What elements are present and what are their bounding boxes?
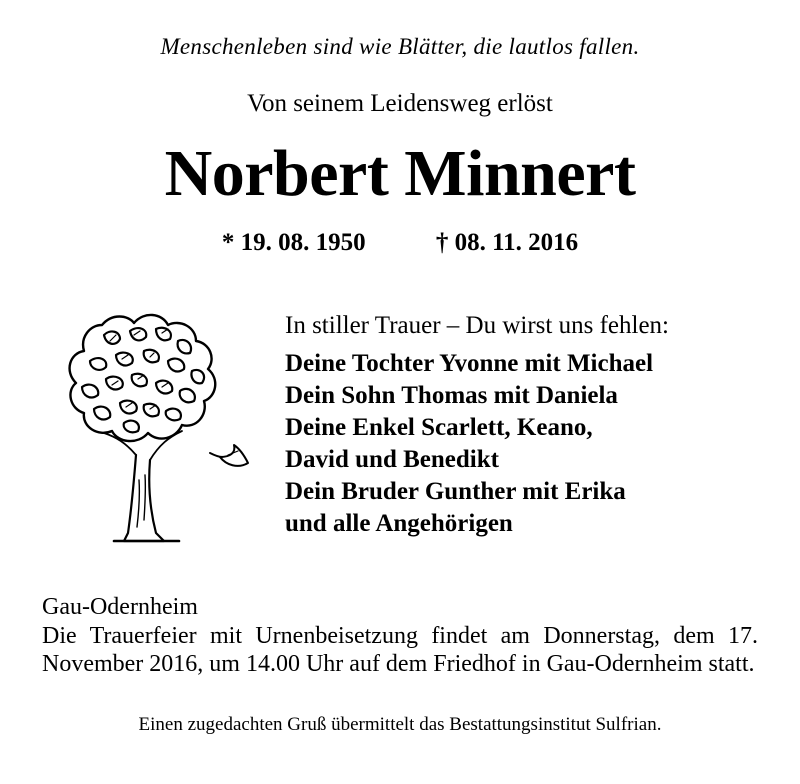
- footer-note: Einen zugedachten Gruß übermittelt das Bestattungsinstitut Sulfrian.: [138, 714, 662, 735]
- birth-date: * 19. 08. 1950: [221, 229, 366, 256]
- intro-line: Von seinem Leidensweg erlöst: [247, 90, 553, 117]
- falling-leaf-icon: [210, 445, 248, 466]
- death-date: † 08. 11. 2016: [435, 229, 579, 256]
- list-item: Dein Bruder Gunther mit Erika: [285, 478, 626, 505]
- service-place: Gau-Odernheim: [42, 594, 198, 620]
- list-item: und alle Angehörigen: [285, 510, 513, 537]
- list-item: Deine Enkel Scarlett, Keano,: [285, 414, 593, 441]
- list-item: Dein Sohn Thomas mit Daniela: [285, 382, 618, 409]
- life-dates: [0, 229, 800, 257]
- deceased-name: Norbert Minnert: [164, 137, 636, 210]
- list-item: David und Benedikt: [285, 446, 499, 473]
- service-details: Die Trauerfeier mit Urnenbeisetzung findet am Donnerstag, dem 17. November 2016, um 14.00 Uhr auf dem Friedhof in Gau-Odernheim statt.: [42, 623, 758, 677]
- motto: Menschenleben sind wie Blätter, die lautlos fallen.: [160, 34, 640, 59]
- list-item: Deine Tochter Yvonne mit Michael: [285, 350, 654, 377]
- mourning-heading: In stiller Trauer – Du wirst uns fehlen:: [285, 312, 669, 339]
- mourners-list: [285, 348, 653, 540]
- tree-icon: [44, 305, 264, 550]
